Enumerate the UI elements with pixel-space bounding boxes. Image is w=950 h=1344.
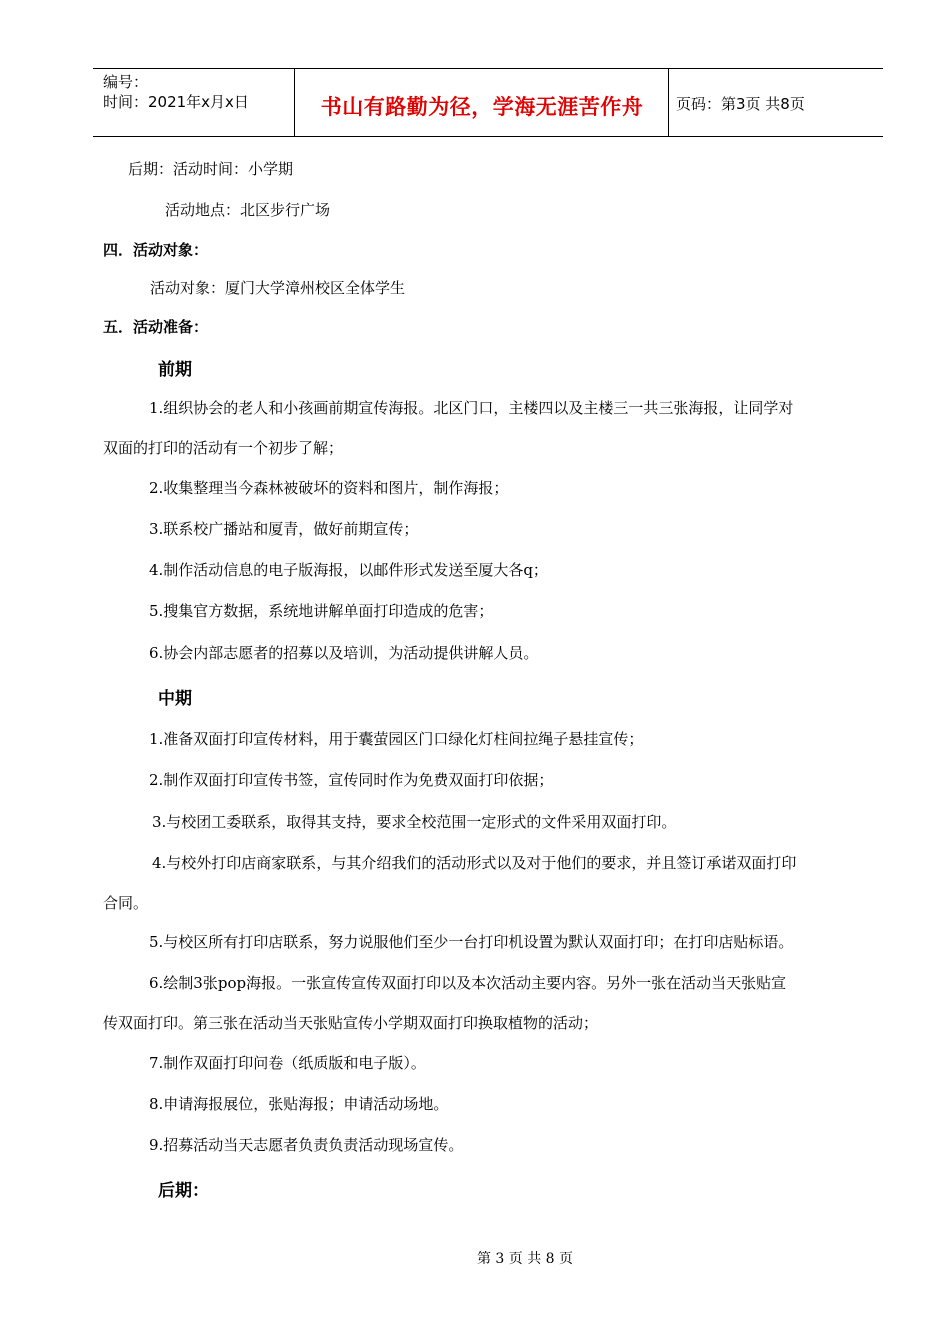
header-divider — [668, 69, 669, 136]
list-item: 3.联系校广播站和厦青，做好前期宣传； — [149, 520, 419, 538]
list-item: 1.准备双面打印宣传材料，用于囊萤园区门口绿化灯柱间拉绳子悬挂宣传； — [149, 730, 644, 748]
subsection-heading: 前期 — [158, 360, 192, 380]
text-line: 活动地点：北区步行广场 — [165, 201, 331, 219]
list-item: 双面的打印的活动有一个初步了解； — [103, 439, 344, 457]
page-footer: 第 3 页 共 8 页 — [476, 1251, 574, 1267]
page-header — [93, 68, 883, 137]
header-motto: 书山有路勤为径，学海无涯苦作舟 — [320, 95, 644, 119]
header-meta — [103, 72, 249, 112]
section-heading: 四．活动对象： — [103, 241, 209, 259]
list-item: 9.招募活动当天志愿者负责负责活动现场宣传。 — [149, 1136, 464, 1154]
list-item: 3.与校团工委联系，取得其支持，要求全校范围一定形式的文件采用双面打印。 — [152, 813, 677, 831]
doc-time-label: 时间：2021年x月x日 — [103, 93, 249, 111]
list-item: 2.制作双面打印宣传书签，宣传同时作为免费双面打印依据； — [149, 771, 554, 789]
subsection-heading: 中期 — [158, 689, 192, 709]
list-item: 8.申请海报展位，张贴海报；申请活动场地。 — [149, 1095, 449, 1113]
list-item: 4.与校外打印店商家联系，与其介绍我们的活动形式以及对于他们的要求，并且签订承诺双面打印 — [152, 854, 797, 872]
section-heading: 五．活动准备： — [103, 318, 209, 336]
subsection-heading: 后期： — [158, 1181, 209, 1201]
text-line: 活动对象：厦门大学漳州校区全体学生 — [150, 279, 406, 297]
list-item: 传双面打印。第三张在活动当天张贴宣传小学期双面打印换取植物的活动； — [103, 1014, 599, 1032]
doc-number-label: 编号： — [103, 73, 149, 91]
list-item: 2.收集整理当今森林被破坏的资料和图片，制作海报； — [149, 479, 509, 497]
list-item: 6.协会内部志愿者的招募以及培训，为活动提供讲解人员。 — [149, 644, 539, 662]
list-item: 7.制作双面打印问卷（纸质版和电子版）。 — [149, 1054, 426, 1072]
list-item: 5.搜集官方数据，系统地讲解单面打印造成的危害； — [149, 602, 494, 620]
list-item: 5.与校区所有打印店联系，努力说服他们至少一台打印机设置为默认双面打印；在打印店贴标语。 — [149, 933, 794, 951]
list-item: 1.组织协会的老人和小孩画前期宣传海报。北区门口，主楼四以及主楼三一共三张海报，让同学对 — [149, 399, 794, 417]
header-divider — [294, 69, 295, 136]
text-line: 后期：活动时间：小学期 — [128, 160, 294, 178]
list-item: 6.绘制3张pop海报。一张宣传宣传双面打印以及本次活动主要内容。另外一张在活动当天张贴宣 — [149, 974, 787, 992]
header-page-label: 页码：第3页 共8页 — [676, 95, 805, 113]
list-item: 4.制作活动信息的电子版海报，以邮件形式发送至厦大各q； — [149, 561, 548, 579]
list-item: 合同。 — [103, 894, 149, 912]
